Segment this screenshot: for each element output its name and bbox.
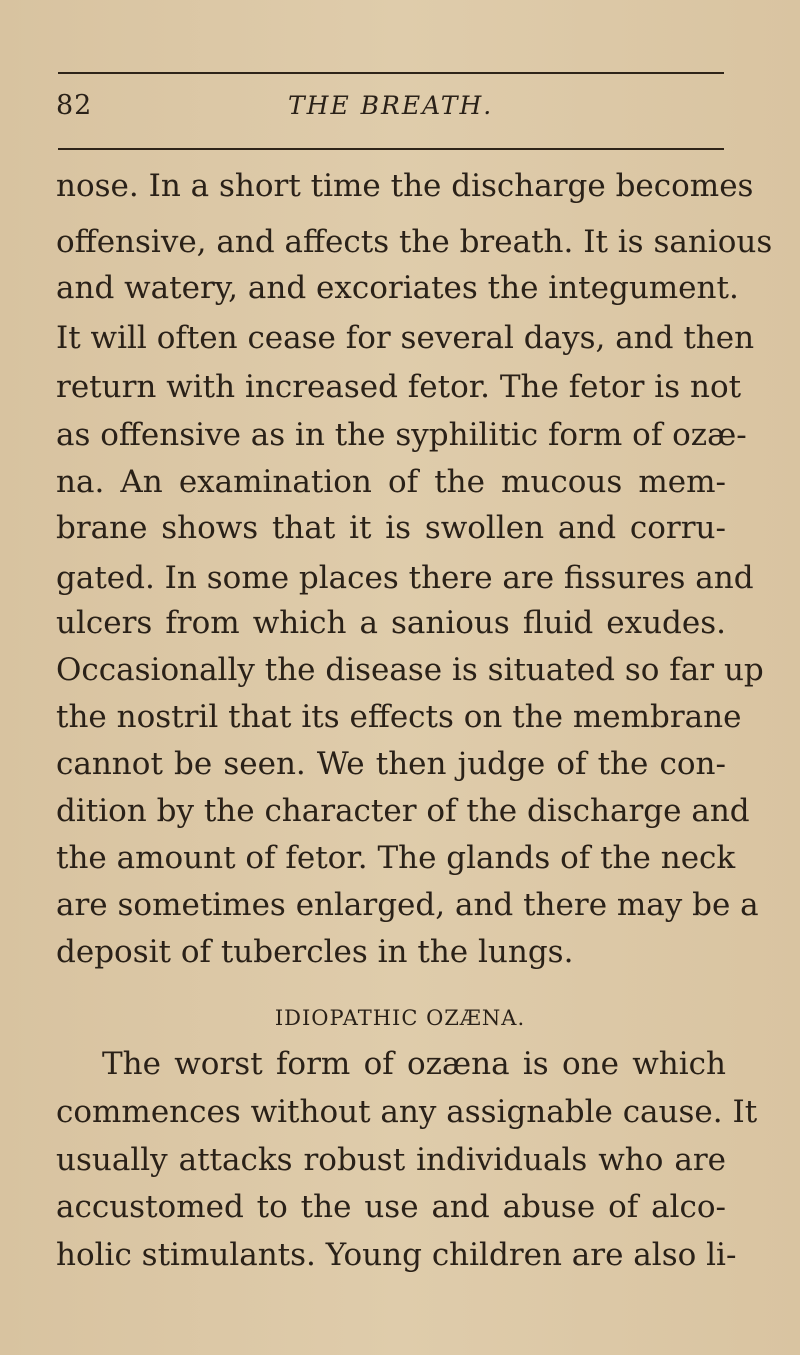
text-line: deposit of tubercles in the lungs. xyxy=(56,934,574,970)
section-heading-text: IDIOPATHIC OZÆNA. xyxy=(274,1006,526,1030)
text-line: offensive, and affects the breath. It is sanious xyxy=(56,224,773,260)
header-top-rule xyxy=(58,72,724,74)
text-line: The worst form of ozæna is one which xyxy=(102,1046,726,1082)
text-line: nose. In a short time the discharge becomes xyxy=(56,168,754,204)
text-line: return with increased fetor. The fetor is not xyxy=(56,369,742,405)
text-line: the nostril that its effects on the membrane xyxy=(56,699,742,735)
text-line: brane shows that it is swollen and corru- xyxy=(56,510,726,546)
text-line: Occasionally the disease is situated so far up xyxy=(56,652,764,688)
running-title: THE BREATH. xyxy=(288,91,494,120)
text-line: the amount of fetor. The glands of the neck xyxy=(56,840,736,876)
section-heading xyxy=(0,1003,800,1033)
text-line: ulcers from which a sanious fluid exudes. xyxy=(56,605,726,641)
text-line: It will often cease for several days, and then xyxy=(56,320,755,356)
text-line: na. An examination of the mucous mem- xyxy=(56,464,726,500)
text-line: are sometimes enlarged, and there may be a xyxy=(56,887,759,923)
text-line: cannot be seen. We then judge of the con- xyxy=(56,746,726,782)
text-line: as offensive as in the syphilitic form of ozæ- xyxy=(56,417,747,453)
text-line: commences without any assignable cause. It xyxy=(56,1094,758,1130)
page-number: 82 xyxy=(56,90,93,121)
header-bottom-rule xyxy=(58,148,724,150)
text-line: usually attacks robust individuals who are xyxy=(56,1142,726,1178)
text-line: gated. In some places there are fissures and xyxy=(56,560,754,596)
text-line: accustomed to the use and abuse of alco- xyxy=(56,1189,726,1225)
text-line: holic stimulants. Young children are also li- xyxy=(56,1237,737,1273)
text-line: and watery, and excoriates the integument. xyxy=(56,270,739,306)
text-line: dition by the character of the discharge and xyxy=(56,793,750,829)
